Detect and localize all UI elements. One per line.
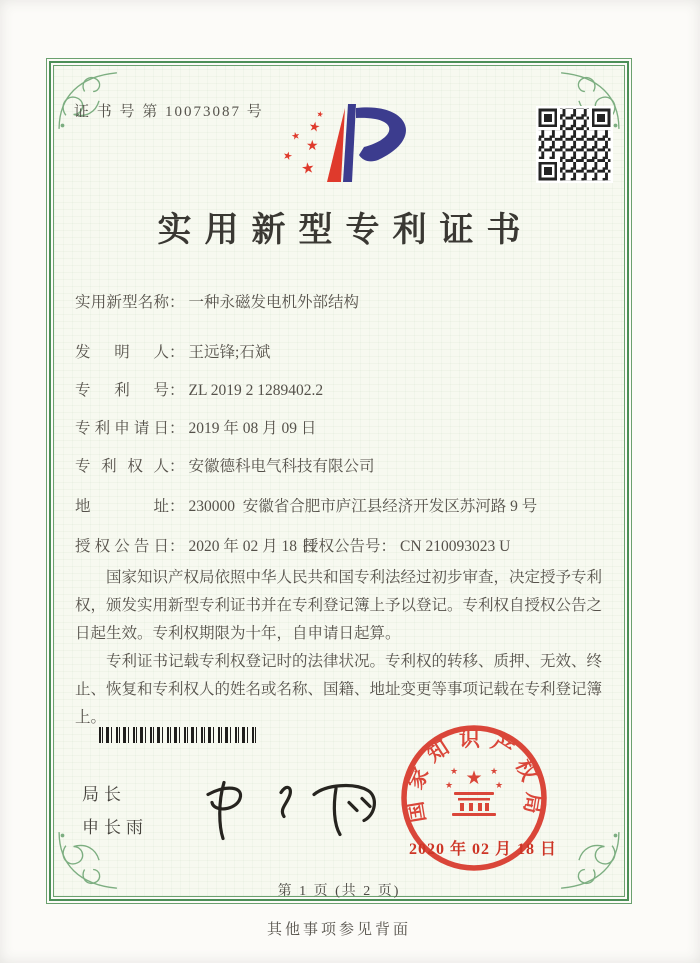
field-label: 发明人 [75, 344, 169, 361]
field-row-patentee [75, 454, 615, 476]
field-value: 王远锋;石斌 [188, 344, 271, 361]
field-pair-grant-number [303, 534, 510, 556]
cnipa-logo-icon [268, 96, 433, 186]
national-emblem-icon [445, 766, 503, 816]
svg-text:★: ★ [281, 148, 295, 164]
field-row-patent-number [75, 378, 615, 400]
field-row-grant [75, 534, 615, 556]
barcode [99, 727, 259, 743]
field-label: 授权公告号 [303, 538, 381, 555]
field-colon: ： [169, 344, 185, 361]
field-row-inventor [75, 340, 615, 362]
field-value: 一种永磁发电机外部结构 [188, 294, 360, 311]
field-colon: ： [169, 294, 185, 311]
legal-text [75, 564, 602, 732]
field-label: 专利申请日 [75, 420, 169, 437]
field-colon: ： [169, 498, 185, 515]
svg-text:★: ★ [444, 780, 454, 790]
svg-text:★: ★ [449, 766, 459, 776]
field-colon: ： [169, 538, 185, 555]
field-value: 230000 安徽省合肥市庐江县经济开发区苏河路 9 号 [188, 498, 538, 515]
field-colon: ： [169, 382, 185, 399]
back-side-note: 其他事项参见背面 [266, 922, 411, 938]
svg-text:★: ★ [315, 109, 325, 120]
svg-text:★: ★ [465, 768, 483, 789]
field-label: 实用新型名称 [75, 294, 169, 311]
field-colon: ： [380, 538, 397, 555]
qr-code [536, 106, 613, 183]
svg-text:★: ★ [307, 119, 322, 136]
commissioner-signature [186, 763, 401, 851]
field-label: 地址 [75, 498, 169, 515]
svg-text:★: ★ [494, 780, 504, 790]
seal-text: 国家知识产权局 [401, 726, 547, 825]
field-row-address [75, 494, 615, 516]
field-colon: ： [169, 420, 185, 437]
field-colon: ： [169, 458, 185, 475]
field-label: 授权公告日 [75, 538, 169, 555]
legal-paragraph-1: 国家知识产权局依照中华人民共和国专利法经过初步审查，决定授予专利权，颁发实用新型专利证书并在专利登记簿上予以登记。专利权自授权公告之日起生效。专利权期限为十年，自申请日起算。 [75, 569, 603, 642]
seal-date: 2020 年 02 月 18 日 [409, 841, 558, 858]
field-label: 专利权人 [75, 458, 169, 475]
field-value: ZL 2019 2 1289402.2 [188, 382, 324, 399]
certificate-title: 实用新型专利证书 [157, 212, 534, 249]
field-label: 专利号 [75, 382, 169, 399]
page-number: 第 1 页 (共 2 页) [277, 884, 401, 899]
signer-name: 申长雨 [82, 818, 148, 837]
certificate-number: 证 书 号 第 10073087 号 [74, 104, 264, 120]
signer-title: 局长 [82, 785, 126, 804]
field-value: 安徽德科电气科技有限公司 [188, 458, 375, 475]
svg-text:★: ★ [306, 138, 319, 154]
legal-paragraph-2: 专利证书记载专利权登记时的法律状况。专利权的转移、质押、无效、终止、恢复和专利权人的姓名或名称、国籍、地址变更等事项记载在专利登记簿上。 [75, 653, 603, 726]
svg-text:★: ★ [300, 158, 316, 178]
field-row-name [75, 290, 615, 312]
field-value: CN 210093023 U [400, 538, 511, 555]
svg-text:★: ★ [290, 130, 302, 143]
field-value: 2020 年 02 月 18 日 [188, 538, 317, 555]
svg-text:★: ★ [489, 766, 499, 776]
field-row-filing-date [75, 416, 615, 438]
field-value: 2019 年 08 月 09 日 [188, 420, 317, 437]
